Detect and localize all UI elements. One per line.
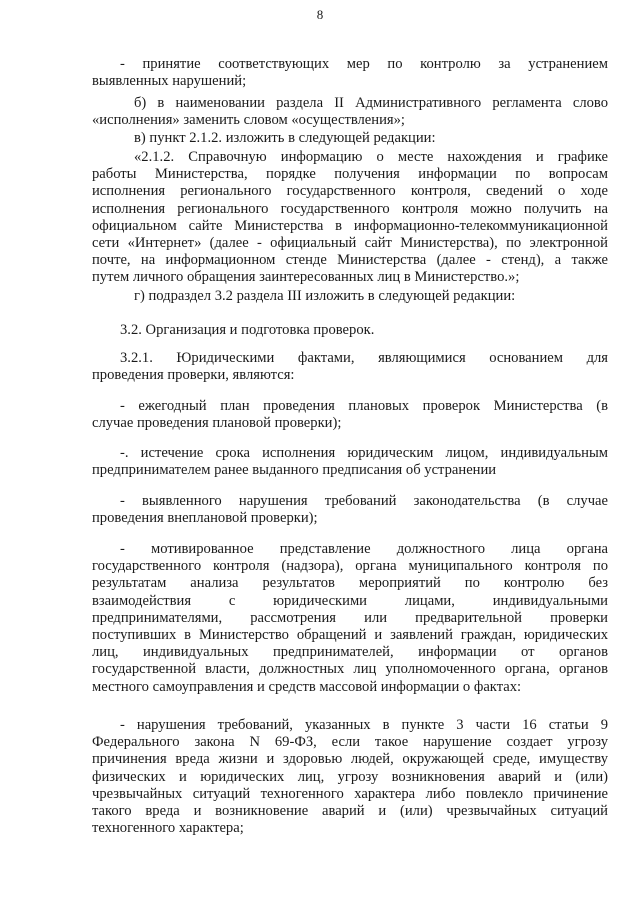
text-line: выявленных нарушений; bbox=[92, 73, 247, 90]
text-line: случае проведения плановой проверки); bbox=[92, 415, 342, 432]
text-line: - принятие соответствующих мер по контролю за устранением bbox=[120, 56, 608, 72]
text-line: г) подраздел 3.2 раздела III изложить в следующей редакции: bbox=[134, 288, 516, 304]
paragraph bbox=[92, 717, 608, 837]
text-line: чрезвычайных ситуаций техногенного характера либо повлекло причинение bbox=[92, 785, 608, 802]
text-line: физических и юридических лиц, угрозу возникновения аварий и (или) bbox=[92, 768, 608, 785]
text-line: путем личного обращения заинтересованных лиц в Министерство.»; bbox=[92, 269, 520, 286]
text-line: проведения внеплановой проверки); bbox=[92, 510, 318, 527]
paragraph bbox=[92, 493, 608, 527]
paragraph bbox=[92, 350, 608, 384]
text-line: сети «Интернет» (далее - официальный сайт Министерства), по электронной bbox=[92, 235, 608, 252]
text-line: - мотивированное представление должностного лица органа bbox=[120, 541, 608, 557]
text-line: техногенного характера; bbox=[92, 820, 244, 837]
text-line: причинения вреда жизни и здоровью людей, окружающей среде, имуществу bbox=[92, 751, 608, 768]
text-line: лиц, индивидуальных предпринимателей, информации от органов bbox=[92, 644, 608, 661]
text-line: - выявленного нарушения требований законодательства (в случае bbox=[120, 493, 608, 509]
paragraph bbox=[92, 149, 608, 287]
text-line: в) пункт 2.1.2. изложить в следующей редакции: bbox=[134, 130, 436, 146]
paragraph bbox=[92, 95, 608, 129]
text-line: результатам анализа результатов мероприятий по контролю без bbox=[92, 575, 608, 592]
text-line: -. истечение срока исполнения юридическим лицом, индивидуальным bbox=[120, 445, 608, 461]
paragraph bbox=[92, 130, 608, 147]
text-line: местного самоуправления и средств массовой информации о фактах: bbox=[92, 678, 522, 695]
text-line: 3.2. Организация и подготовка проверок. bbox=[120, 322, 375, 338]
text-line: Федерального закона N 69-ФЗ, если такое нарушение создает угрозу bbox=[92, 734, 608, 751]
text-line: - ежегодный план проведения плановых проверок Министерства (в bbox=[120, 398, 608, 414]
text-line: исполнения регионального государственного контроля, сведений о ходе bbox=[92, 183, 608, 200]
paragraph bbox=[92, 445, 608, 479]
text-line: официальном сайте Министерства в информационно-телекоммуникационной bbox=[92, 217, 608, 234]
text-line: государственного контроля (надзора), органа муниципального контроля по bbox=[92, 558, 608, 575]
text-line: поступивших в Министерство обращений и заявлений граждан, юридических bbox=[92, 627, 608, 644]
text-line: предпринимателями, рассмотрения или предварительной проверки bbox=[92, 609, 608, 626]
paragraph bbox=[92, 288, 608, 305]
text-line: «исполнения» заменить словом «осуществления»; bbox=[92, 112, 405, 129]
paragraph bbox=[92, 322, 608, 339]
page-number: 8 bbox=[316, 7, 324, 22]
text-line: проведения проверки, являются: bbox=[92, 367, 295, 384]
text-line: б) в наименовании раздела II Административного регламента слово bbox=[134, 95, 608, 111]
paragraph bbox=[92, 541, 608, 696]
text-line: такого вреда и возникновение аварий и (или) чрезвычайных ситуаций bbox=[92, 803, 608, 820]
text-line: взаимодействия с юридическими лицами, индивидуальными bbox=[92, 592, 608, 609]
paragraph bbox=[92, 398, 608, 432]
text-line: почте, на информационном стенде Министерства (далее - стенд), а также bbox=[92, 252, 608, 269]
text-line: «2.1.2. Справочную информацию о месте нахождения и графике bbox=[134, 149, 608, 165]
text-line: работы Министерства, порядке получения информации по вопросам bbox=[92, 166, 608, 183]
text-line: 3.2.1. Юридическими фактами, являющимися основанием для bbox=[120, 350, 608, 366]
text-line: предпринимателем ранее выданного предписания об устранении bbox=[92, 462, 497, 479]
text-line: исполнения регионального государственного контроля можно получить на bbox=[92, 200, 608, 217]
paragraph bbox=[92, 56, 608, 90]
text-line: - нарушения требований, указанных в пункте 3 части 16 статьи 9 bbox=[120, 717, 608, 733]
text-line: государственной власти, должностных лиц уполномоченного органа, органов bbox=[92, 661, 608, 678]
